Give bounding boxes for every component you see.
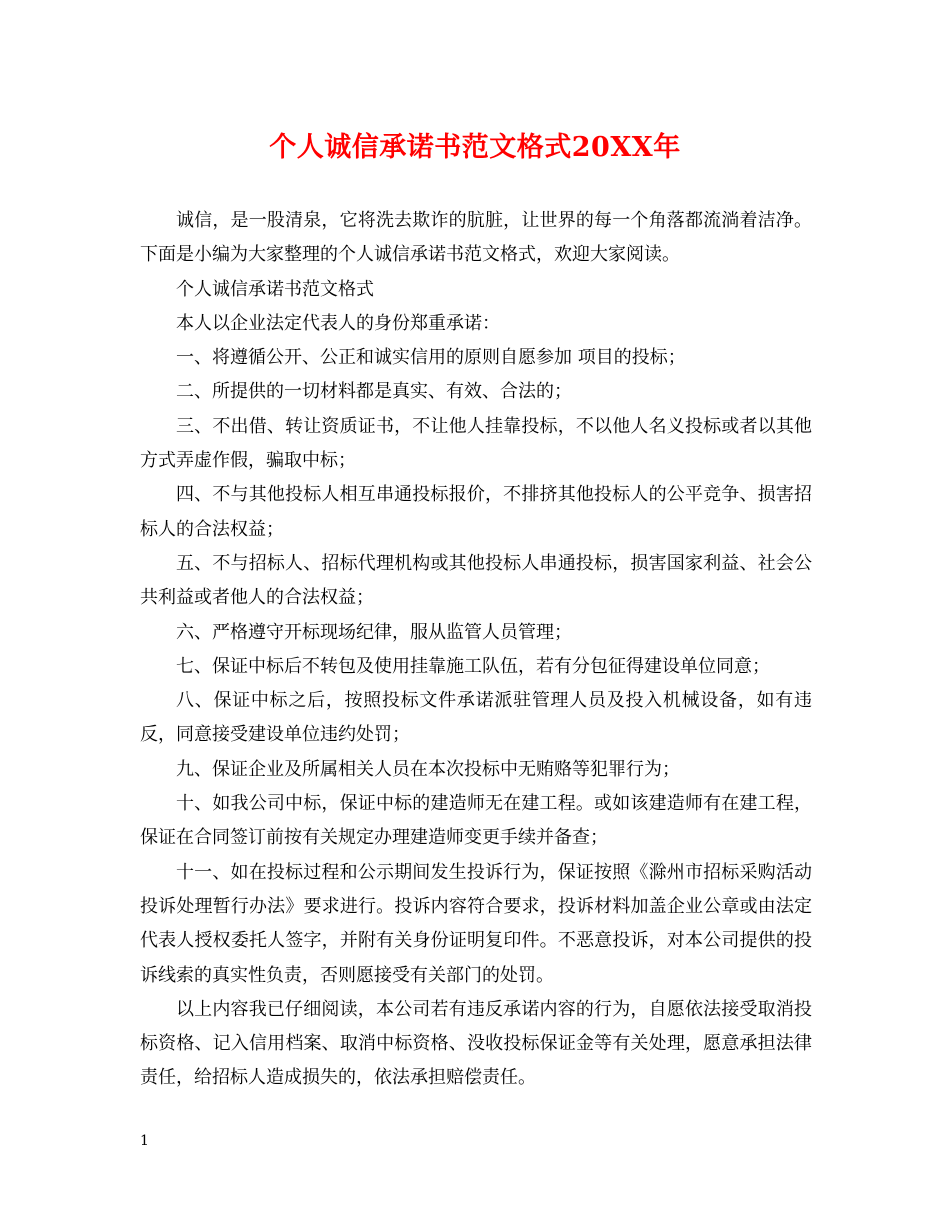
paragraph-item-5: 五、不与招标人、招标代理机构或其他投标人串通投标，损害国家利益、社会公共利益或者他人的合法权益； (140, 552, 812, 609)
paragraph-closing: 以上内容我已仔细阅读，本公司若有违反承诺内容的行为，自愿依法接受取消投标资格、记入信用档案、取消中标资格、没收投标保证金等有关处理，愿意承担法律责任，给招标人造成损失的，依法承担赔偿责任。 (140, 998, 812, 1089)
document-body (140, 204, 812, 1096)
page-number: 1 (140, 1133, 149, 1149)
paragraph-item-6: 六、严格遵守开标现场纪律，服从监管人员管理； (176, 621, 572, 643)
paragraph-item-2: 二、所提供的一切材料都是真实、有效、合法的； (176, 381, 572, 403)
paragraph-subtitle: 个人诚信承诺书范文格式 (176, 278, 374, 300)
paragraph-item-7: 七、保证中标后不转包及使用挂靠施工队伍，若有分包征得建设单位同意； (176, 655, 770, 677)
paragraph-declaration: 本人以企业法定代表人的身份郑重承诺： (176, 312, 500, 334)
paragraph-item-9: 九、保证企业及所属相关人员在本次投标中无贿赂等犯罪行为； (176, 758, 680, 780)
paragraph-item-3: 三、不出借、转让资质证书，不让他人挂靠投标，不以他人名义投标或者以其他方式弄虚作假，骗取中标； (140, 415, 812, 472)
paragraph-item-10: 十、如我公司中标，保证中标的建造师无在建工程。或如该建造师有在建工程，保证在合同签订前按有关规定办理建造师变更手续并备查； (140, 793, 812, 849)
paragraph-item-4: 四、不与其他投标人相互串通投标报价，不排挤其他投标人的公平竞争、损害招标人的合法权益； (140, 484, 812, 540)
paragraph-item-11: 十一、如在投标过程和公示期间发生投诉行为，保证按照《滁州市招标采购活动投诉处理暂行办法》要求进行。投诉内容符合要求，投诉材料加盖企业公章或由法定代表人授权委托人签字，并附有关身份证明复印件。不恶意投诉，对本公司提供的投诉线索的真实性负责，否则愿接受有关部门的处罚。 (140, 861, 812, 986)
paragraph-intro: 诚信，是一股清泉，它将洗去欺诈的肮脏，让世界的每一个角落都流淌着洁净。下面是小编为大家整理的个人诚信承诺书范文格式，欢迎大家阅读。 (140, 210, 812, 266)
paragraph-item-8: 八、保证中标之后，按照投标文件承诺派驻管理人员及投入机械设备，如有违反，同意接受建设单位违约处罚； (140, 690, 812, 746)
paragraph-item-1: 一、将遵循公开、公正和诚实信用的原则自愿参加 项目的投标； (176, 347, 686, 369)
document-title: 个人诚信承诺书范文格式20XX年 (269, 132, 681, 163)
